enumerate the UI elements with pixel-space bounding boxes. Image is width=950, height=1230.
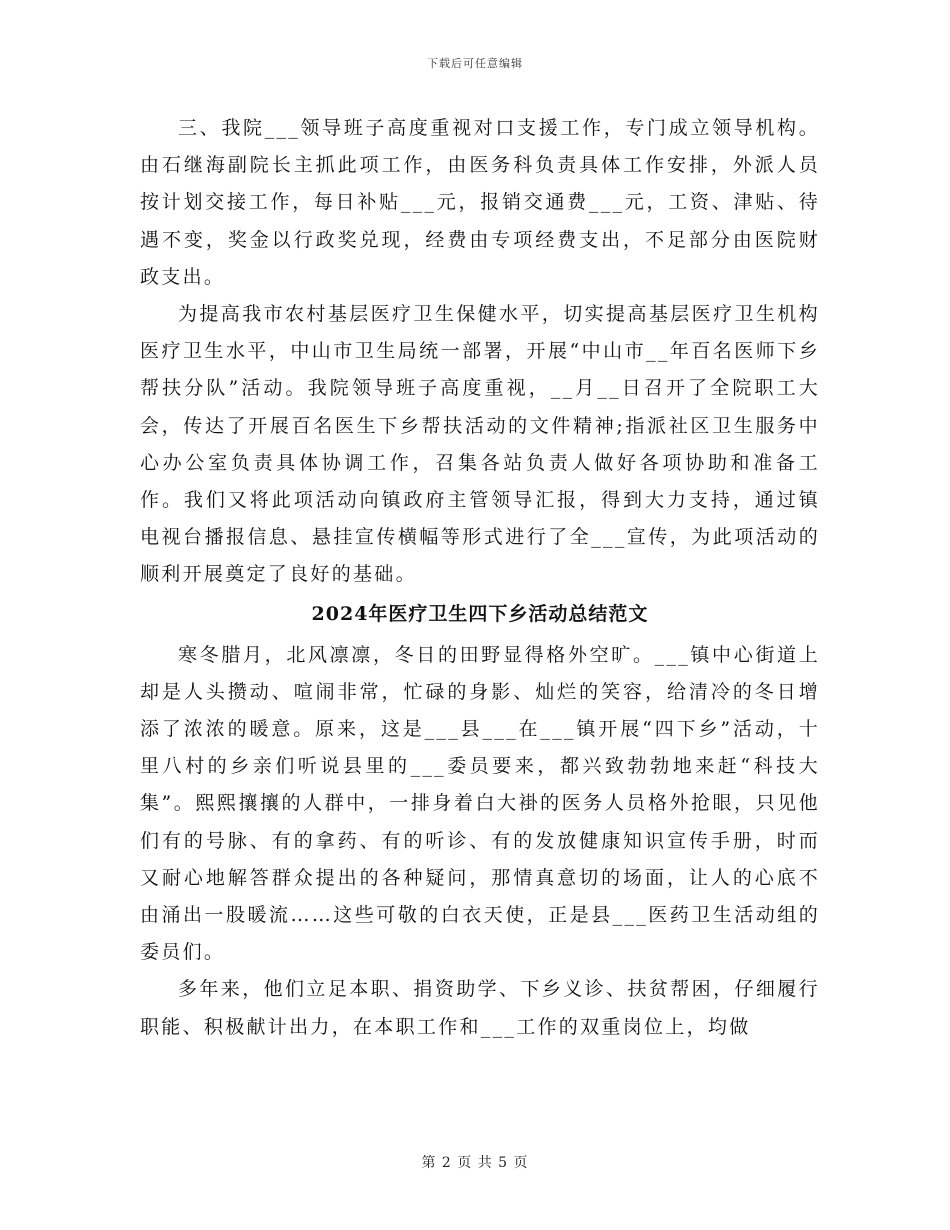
- paragraph-winter-activity: 寒冬腊月，北风凛凛，冬日的田野显得格外空旷。___镇中心街道上却是人头攒动、喧闹非常，忙碌的身影、灿烂的笑容，给清冷的冬日增添了浓浓的暖意。原来，这是___县___在___镇开展“四下乡”活动，十里八村的乡亲们听说县里的___委员要来，都兴致勃勃地来赶“科技大集”。熙熙攘攘的人群中，一排身着白大褂的医务人员格外抢眼，只见他们有的号脉、有的拿药、有的听诊、有的发放健康知识宣传手册，时而又耐心地解答群众提出的各种疑问，那情真意切的场面，让人的心底不由涌出一股暖流……这些可敬的白衣天使，正是县___医药卫生活动组的委员们。: [140, 643, 820, 964]
- paragraph-years-of-service: 多年来，他们立足本职、捐资助学、下乡义诊、扶贫帮困，仔细履行职能、积极献计出力，在本职工作和___工作的双重岗位上，均做: [140, 978, 820, 1038]
- page-indicator: 第 2 页 共 5 页: [421, 1155, 529, 1171]
- document-body: [140, 110, 820, 1046]
- header-note: 下载后可任意编辑: [427, 57, 523, 70]
- paragraph-rural-health: 为提高我市农村基层医疗卫生保健水平，切实提高基层医疗卫生机构医疗卫生水平，中山市卫生局统一部署，开展“中山市__年百名医师下乡帮扶分队”活动。我院领导班子高度重视，__月__日召开了全院职工大会，传达了开展百名医生下乡帮扶活动的文件精神;指派社区卫生服务中心办公室负责具体协调工作，召集各站负责人做好各项协助和准备工作。我们又将此项活动向镇政府主管领导汇报，得到大力支持，通过镇电视台播报信息、悬挂宣传横幅等形式进行了全___宣传，为此项活动的顺利开展奠定了良好的基础。: [140, 303, 820, 586]
- section-title: 2024年医疗卫生四下乡活动总结范文: [311, 602, 649, 625]
- paragraph-support-work: 三、我院___领导班子高度重视对口支援工作，专门成立领导机构。由石继海副院长主抓此项工作，由医务科负责具体工作安排，外派人员按计划交接工作，每日补贴___元，报销交通费___元，工资、津贴、待遇不变，奖金以行政奖兑现，经费由专项经费支出，不足部分由医院财政支出。: [140, 117, 820, 288]
